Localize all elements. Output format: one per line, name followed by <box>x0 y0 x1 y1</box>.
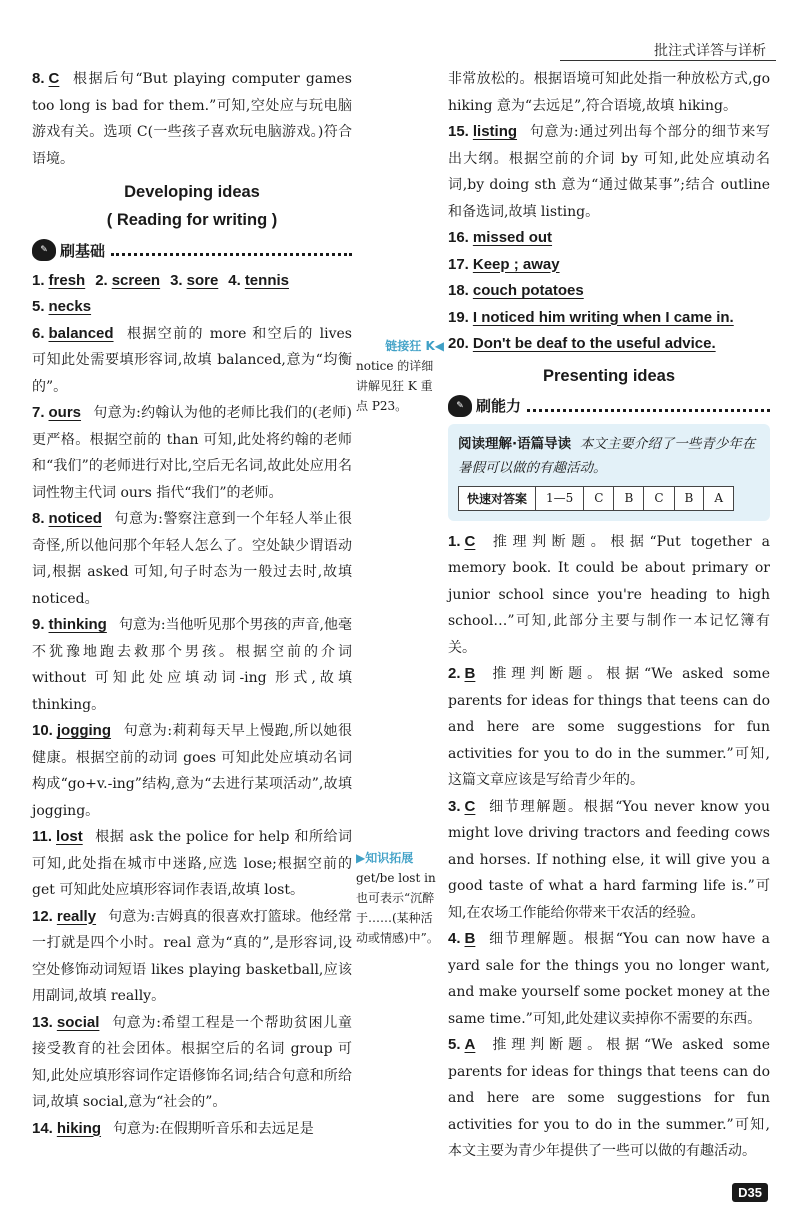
reading-answer-5: 5. A 推理判断题。根据“We asked some parents for ideas for things that teens can do and here are some suggestions for fun activities for you to do in the summer.”可知,本文主要为青少年提供了一些可以做的有趣活动。 <box>448 1036 770 1159</box>
dotted-divider <box>111 244 352 256</box>
entry-6: 6. balanced 根据空前的 more 和空后的 lives 可知此处需要填形容词,故填 balanced,意为“均衡的”。 <box>32 324 352 395</box>
answer-item: 1. fresh <box>32 272 86 289</box>
arrow-right-icon: ▶ <box>356 851 366 865</box>
answer-item: 4. tennis <box>228 272 289 289</box>
link-label: 链接狂 K <box>385 339 435 353</box>
header-title: 批注式详答与详析 <box>654 43 766 59</box>
quick-answer-label: 快速对答案 <box>459 486 536 510</box>
entry-13: 13. social 句意为:希望工程是一个帮助贫困儿童接受教育的社会团体。根据空后的名词 group 可知,此处应填形容词作定语修饰名词;结合句意和所给词,故填 social,意为“社会的”。 <box>32 1013 352 1110</box>
reading-answer-3: 3. C 细节理解题。根据“You never know you might love driving tractors and feeding cows and horses. If nothing else, it will give you a good taste of what a hard farming life is.”可知,在农场工作能给你带来干农活的经验。 <box>448 797 770 921</box>
answers-1-4 <box>32 268 352 294</box>
entry-8: 8. C 根据后句“But playing computer games too long is bad for them.”可知,空处应与玩电脑游戏有关。选项 C(一些孩子喜欢玩电脑游戏。)符合语境。 <box>32 70 352 167</box>
answer-8: C <box>48 70 60 87</box>
page-number: D35 <box>732 1183 768 1202</box>
extension-note-text: get/be lost in 也可表示“沉醉于……(某种活动或情感)中”。 <box>356 871 439 945</box>
side-note-extension <box>356 848 444 948</box>
entry-10: 10. jogging 句意为:莉莉每天早上慢跑,所以她很健康。根据空前的动词 goes 可知此处应填动名词构成“go+v.-ing”结构,意为“去进行某项活动”,故填 jogging。 <box>32 722 352 819</box>
reading-guide-label: 阅读理解·语篇导读 <box>458 435 572 452</box>
entry-9: 9. thinking 句意为:当他听见那个男孩的声音,他毫不犹豫地跑去救那个男孩。根据空前的介词 without 可知此处应填动词-ing 形式,故填 thinking。 <box>32 616 353 713</box>
header-divider <box>560 60 776 61</box>
reading-guide: 阅读理解·语篇导读 本文主要介绍了一些青少年在暑假可以做的有趣活动。 <box>458 435 756 476</box>
quick-answer-range: 1—5 <box>536 486 584 510</box>
entry-19: 19. I noticed him writing when I came in. <box>448 308 734 326</box>
entry-15: 15. listing 句意为:通过列出每个部分的细节来写出大纲。根据空前的介词 by 可知,此处应填动名词,by doing sth 意为“通过做某事”;结合 outline 和备选词,故填 listing。 <box>448 123 770 220</box>
side-note-link <box>356 336 444 416</box>
brush-icon: ✎ <box>32 239 56 261</box>
badge-row-basic <box>32 236 352 264</box>
brush-icon: ✎ <box>448 395 472 417</box>
reading-answer-4: 4. B 细节理解题。根据“You can now have a yard sale for the things you no longer want, and make yourself some pocket money at the same time.”可知,此处建议卖掉你不需要的东西。 <box>448 930 770 1027</box>
badge-row-ability <box>448 392 770 420</box>
entry-16: 16. missed out <box>448 229 553 246</box>
basic-badge: ✎ 刷基础 <box>32 239 105 261</box>
entry-18: 18. couch potatoes <box>448 282 584 299</box>
reading-guide-box <box>448 424 770 521</box>
entry-14-cont: 非常放松的。根据语境可知此处指一种放松方式,go hiking 意为“去远足”,符合语境,故填 hiking。 <box>448 71 770 114</box>
link-note-text: notice 的详细讲解见狂 K 重点 P23。 <box>356 359 434 413</box>
section-title-developing: Developing ideas <box>124 183 260 201</box>
quick-answer-cell: B <box>614 486 644 510</box>
entry-12: 12. really 句意为:吉姆真的很喜欢打篮球。他经常一打就是四个小时。real 意为“真的”,是形容词,设空处修饰动词短语 likes playing basketball,应该用副词,故填 really。 <box>32 907 352 1004</box>
answer-item: 2. screen <box>95 272 161 289</box>
entry-17: 17. Keep ; away <box>448 255 560 273</box>
section-subtitle-reading: ( Reading for writing ) <box>106 211 278 229</box>
reading-answer-1: 1. C 推理判断题。根据“Put together a memory book. It could be about primary or junior school since you're heading to high school…”可知,此部分主要与制作一本记忆簿有关。 <box>448 532 770 656</box>
section-title-presenting: Presenting ideas <box>542 366 676 385</box>
quick-answer-table <box>458 486 734 511</box>
quick-answer-cell: C <box>584 486 614 510</box>
entry-14: 14. hiking 句意为:在假期听音乐和去远足是 <box>32 1119 314 1137</box>
dotted-divider <box>527 400 770 412</box>
extension-label: 知识拓展 <box>365 851 414 865</box>
reading-answer-2: 2. B 推理判断题。根据“We asked some parents for ideas for things that teens can do and here are some suggestions for fun activities for you to do in the summer.”可知,这篇文章应该是写给青少年的。 <box>448 665 770 788</box>
entry-7: 7. ours 句意为:约翰认为他的老师比我们的(老师)更严格。根据空前的 than 可知,此处将约翰的老师和“我们”的老师进行对比,空后无名词,故此处应用名词性物主代词 ours 指代“我们”的老师。 <box>32 404 352 501</box>
entry-20: 20. Don't be deaf to the useful advice. <box>448 335 716 352</box>
entry-5: 5. necks <box>32 298 92 315</box>
arrow-left-icon: ◀ <box>434 339 444 353</box>
ability-badge: ✎ 刷能力 <box>448 395 521 417</box>
entry-11: 11. lost 根据 ask the police for help 和所给词可知,此处指在城市中迷路,应选 lose;根据空前的 get 可知此处应填形容词作表语,故填 lost。 <box>32 828 352 898</box>
quick-answer-cell: B <box>674 486 704 510</box>
entry-8-noticed: 8. noticed 句意为:警察注意到一个年轻人举止很奇怪,所以他问那个年轻人怎么了。空处缺少谓语动词,根据 asked 可知,句子时态为一般过去时,故填 noticed。 <box>32 510 352 607</box>
quick-answer-cell: C <box>644 486 674 510</box>
left-column <box>32 66 352 1142</box>
right-column <box>448 66 770 1165</box>
answer-item: 3. sore <box>170 272 219 289</box>
quick-answer-cell: A <box>704 486 734 510</box>
